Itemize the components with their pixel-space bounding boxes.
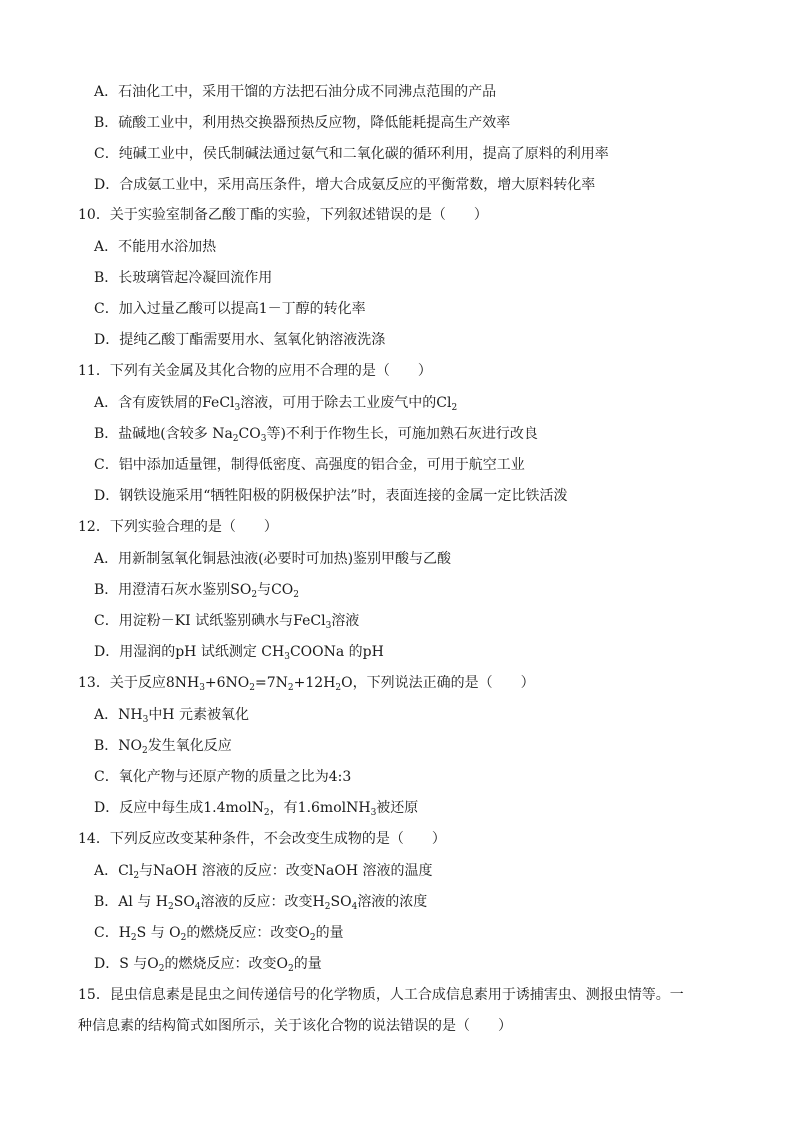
text: C．H xyxy=(94,925,131,941)
text: +6NO xyxy=(204,675,250,691)
text: 13．关于反应8NH xyxy=(78,675,200,691)
q11-option-b xyxy=(94,424,538,444)
subscript: 2 xyxy=(309,933,316,943)
text: 的量 xyxy=(293,956,322,972)
text: D．用湿润的pH 试纸测定 CH xyxy=(94,644,285,660)
q12-option-a: A．用新制氢氧化铜悬浊液(必要时可加热)鉴别甲酸与乙酸 xyxy=(94,551,452,567)
text: 的量 xyxy=(315,925,344,941)
text: 发生氧化反应 xyxy=(147,738,232,754)
text: D．反应中每生成1.4molN xyxy=(94,800,264,816)
text: S 与 O xyxy=(136,925,181,941)
subscript: 2 xyxy=(142,746,148,756)
subscript: 2 xyxy=(130,933,137,943)
text: A．NH xyxy=(94,707,143,723)
q12-option-d xyxy=(94,642,384,662)
q13-stem xyxy=(78,673,535,693)
subscript: 3 xyxy=(370,808,377,818)
text: C．用淀粉－KI 试纸鉴别碘水与FeCl xyxy=(94,613,326,629)
q10-option-b: B．长玻璃管起冷凝回流作用 xyxy=(94,270,273,286)
text: SO xyxy=(173,894,195,910)
text: SO xyxy=(330,894,352,910)
text: 溶液的浓度 xyxy=(357,894,428,910)
text: ，有1.6molNH xyxy=(269,800,371,816)
q9-option-d: D．合成氨工业中，采用高压条件，增大合成氨反应的平衡常数，增大原料转化率 xyxy=(94,177,596,193)
q9-option-b: B．硫酸工业中，利用热交换器预热反应物，降低能耗提高生产效率 xyxy=(94,115,511,131)
q11-option-a xyxy=(94,393,457,413)
text: COONa 的pH xyxy=(289,644,384,660)
text: O，下列说法正确的是（ ） xyxy=(341,675,535,691)
q14-stem: 14．下列反应改变某种条件，不会改变生成物的是（ ） xyxy=(78,831,446,847)
q11-option-d: D．钢铁设施采用“牺牲阳极的阴极保护法”时，表面连接的金属一定比铁活泼 xyxy=(94,488,568,504)
q12-stem: 12．下列实验合理的是（ ） xyxy=(78,519,278,535)
q11-stem: 11．下列有关金属及其化合物的应用不合理的是（ ） xyxy=(78,363,432,379)
subscript: 3 xyxy=(325,621,332,631)
q10-stem: 10．关于实验室制备乙酸丁酯的实验，下列叙述错误的是（ ） xyxy=(78,207,488,223)
subscript: 2 xyxy=(249,683,256,693)
text: B．Al 与 H xyxy=(94,894,168,910)
text: 的燃烧反应：改变O xyxy=(186,925,310,941)
text: B．NO xyxy=(94,738,143,754)
subscript: 2 xyxy=(335,683,342,693)
q11-option-c: C．铝中添加适量锂，制得低密度、高强度的铝合金，可用于航空工业 xyxy=(94,457,525,473)
q12-option-b xyxy=(94,580,299,600)
text: B．用澄清石灰水鉴别SO xyxy=(94,582,252,598)
subscript: 2 xyxy=(133,871,140,881)
text: 的燃烧反应：改变O xyxy=(164,956,288,972)
text: B．盐碱地(含较多 Na xyxy=(94,426,233,442)
q13-option-c: C．氧化产物与还原产物的质量之比为4:3 xyxy=(94,769,352,785)
text: CO xyxy=(238,426,261,442)
subscript: 3 xyxy=(199,683,205,693)
text: D．S 与O xyxy=(94,956,159,972)
subscript: 2 xyxy=(168,902,174,912)
q9-option-a: A．石油化工中，采用干馏的方法把石油分成不同沸点范围的产品 xyxy=(94,84,497,100)
text: 与NaOH 溶液的反应：改变NaOH 溶液的温度 xyxy=(139,863,433,879)
q12-option-c xyxy=(94,611,359,631)
subscript: 2 xyxy=(263,808,270,818)
text: =7N xyxy=(255,675,288,691)
text: 溶液 xyxy=(331,613,360,629)
subscript: 3 xyxy=(260,434,267,444)
q9-option-c: C．纯碱工业中，侯氏制碱法通过氨气和二氧化碳的循环利用，提高了原料的利用率 xyxy=(94,146,609,162)
subscript: 2 xyxy=(158,964,165,974)
q14-option-d xyxy=(94,954,322,974)
q15-stem-line1: 15．昆虫信息素是昆虫之间传递信号的化学物质，人工合成信息素用于诱捕害虫、测报虫情等。一 xyxy=(78,987,684,1003)
subscript: 2 xyxy=(451,403,458,413)
q14-option-c xyxy=(94,923,344,943)
q10-option-d: D．提纯乙酸丁酯需要用水、氢氧化钠溶液洗涤 xyxy=(94,332,386,348)
text: 中H 元素被氧化 xyxy=(148,707,249,723)
subscript: 2 xyxy=(287,964,294,974)
text: 溶液的反应：改变H xyxy=(200,894,325,910)
q15-stem-line2: 种信息素的结构简式如图所示，关于该化合物的说法错误的是（ ） xyxy=(78,1018,512,1034)
subscript: 2 xyxy=(324,902,331,912)
text: A．Cl xyxy=(94,863,134,879)
q10-option-a: A．不能用水浴加热 xyxy=(94,239,217,255)
subscript: 2 xyxy=(287,683,294,693)
q10-option-c: C．加入过量乙酸可以提高1－丁醇的转化率 xyxy=(94,301,366,317)
subscript: 3 xyxy=(284,652,290,662)
text: 与CO xyxy=(257,582,294,598)
text: 等)不利于作物生长，可施加熟石灰进行改良 xyxy=(266,426,538,442)
text: +12H xyxy=(293,675,336,691)
subscript: 2 xyxy=(180,933,187,943)
subscript: 3 xyxy=(234,403,241,413)
text: A．含有废铁屑的FeCl xyxy=(94,395,235,411)
q14-option-a xyxy=(94,861,433,881)
subscript: 3 xyxy=(142,715,149,725)
text: 被还原 xyxy=(376,800,419,816)
text: 溶液，可用于除去工业废气中的Cl xyxy=(240,395,452,411)
subscript: 2 xyxy=(232,434,239,444)
subscript: 2 xyxy=(293,590,300,600)
subscript: 2 xyxy=(251,590,258,600)
q14-option-b: B．Al 与 $H_2SO_4$溶液的反应：改变$H_2SO_4$溶液的浓度 xyxy=(94,894,428,912)
q13-option-a xyxy=(94,705,249,725)
q13-option-d xyxy=(94,798,418,818)
q13-option-b xyxy=(94,736,232,756)
